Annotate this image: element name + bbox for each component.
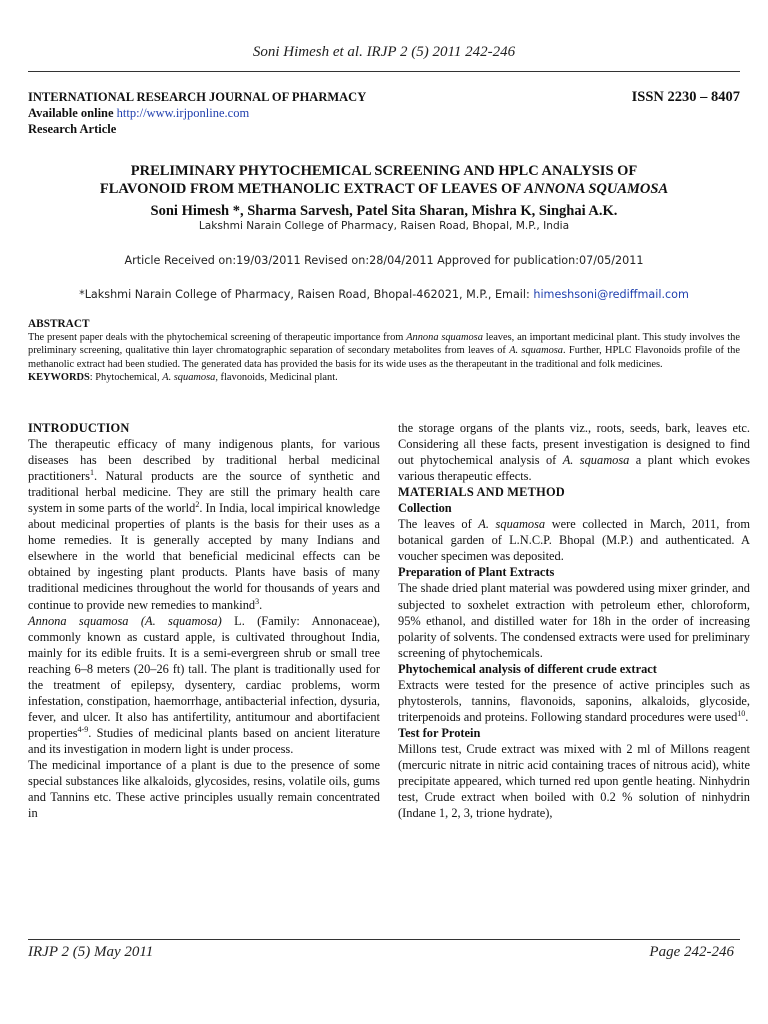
text-run: . Studies of medicinal plants based on ancient literature and its investigation in modern light is under process. — [28, 725, 380, 756]
preparation-heading: Preparation of Plant Extracts — [398, 565, 555, 580]
keywords-part: flavonoids, Medicinal plant. — [217, 371, 338, 383]
text-run: L. (Family: Annonaceae), commonly known as custard apple, is cultivated throughout India, mainly for its edible fruits. It is a semi-evergreen shrub or small tree reaching 6–8 meters (20–26 ft) tall. The plant is traditionally used for the treatment of epilepsy, dysentery, cardiac problems, worm infestation, constipation, haemorrhage, antibacterial infection, dysuria, fever, and ulcer. It also has antifertility, antitumour and abortifacient properties — [28, 613, 380, 740]
issn: ISSN 2230 – 8407 — [631, 89, 740, 105]
authors: Soni Himesh *, Sharma Sarvesh, Patel Sita Sharan, Mishra K, Singhai A.K. — [150, 203, 618, 219]
text-run: . Natural products are the source of synthetic and traditional herbal medicine. They are still the primary health care system in some parts of the world — [28, 469, 380, 516]
article-dates: Article Received on:19/03/2011 Revised on:28/04/2011 Approved for publication:07/05/2011 — [124, 254, 644, 267]
right-column — [398, 420, 750, 821]
collection-heading: Collection — [398, 501, 452, 516]
article-type: Research Article — [28, 122, 117, 136]
citation: 10 — [737, 708, 746, 718]
available-online — [28, 105, 740, 121]
journal-name: INTERNATIONAL RESEARCH JOURNAL OF PHARMACY — [28, 90, 367, 104]
footer-journal: IRJP 2 (5) May 2011 — [28, 944, 154, 960]
species-name: A. squamosa — [562, 453, 630, 468]
materials-method-heading: MATERIALS AND METHOD — [398, 485, 565, 500]
intro-paragraph-1 — [28, 436, 380, 613]
paper-title — [20, 162, 748, 198]
species-name: A. squamosa — [478, 517, 546, 532]
protein-test-paragraph: Millons test, Crude extract was mixed with 2 ml of Millons reagent (mercuric nitrate in nitric acid containing traces of nitrous acid), white precipitate appeared, which turned red upon gentle heating. Ninhydrin test, Crude extract when boiled with 0.2 % solution of ninhydrin (Indane 1, 2, 3, trione hydrate), — [398, 741, 750, 821]
journal-url-link[interactable]: http://www.irjponline.com — [116, 106, 250, 120]
intro-paragraph-3: The medicinal importance of a plant is due to the presence of some special substances like alkaloids, glycosides, resins, volatile oils, gums and Tannins etc. These active principles usually remain concentrated in — [28, 757, 380, 821]
protein-test-heading: Test for Protein — [398, 725, 481, 740]
text-run: . — [259, 597, 263, 612]
journal-row — [28, 89, 740, 105]
keywords-label: KEYWORDS — [28, 371, 90, 383]
citation: 2 — [195, 500, 200, 510]
title-line-1: PRELIMINARY PHYTOCHEMICAL SCREENING AND HPLC ANALYSIS OF — [130, 163, 638, 179]
abstract — [28, 318, 740, 384]
affiliation: Lakshmi Narain College of Pharmacy, Raisen Road, Bhopal, M.P., India — [198, 220, 570, 232]
species-name: Annona squamosa (A. squamosa) — [28, 613, 222, 628]
abstract-text — [28, 331, 740, 371]
phytochemical-paragraph — [398, 677, 750, 725]
keywords-species: A. squamosa, — [162, 371, 218, 383]
header-rule — [28, 71, 740, 72]
left-column — [28, 420, 380, 821]
text-run: a plant which evokes various therapeutic effects. — [398, 453, 750, 484]
collection-paragraph — [398, 516, 750, 564]
intro-paragraph-2 — [28, 613, 380, 757]
footer-rule — [28, 939, 740, 940]
title-line-2-text: FLAVONOID FROM METHANOLIC EXTRACT OF LEAVES OF — [99, 181, 525, 197]
email-link[interactable]: himeshsoni@rediffmail.com — [533, 288, 689, 301]
abstract-part: The present paper deals with the phytochemical screening of therapeutic importance from — [28, 332, 407, 344]
abstract-species: Annona squamosa — [406, 332, 483, 344]
text-run: . — [745, 709, 749, 724]
citation: 3 — [255, 596, 260, 606]
available-label: Available online — [28, 106, 117, 120]
text-run: . In India, local impirical knowledge about medicinal properties of plants is the basis for their uses as a home remedies. It is generally accepted by many Indians and elsewhere in the world that beneficial medicinal effects can be obtained by ingesting plant products. Plants have basis of many traditional medicines throughout the world for thousands of years and continue to provide new remedies to mankind — [28, 501, 381, 612]
title-species: ANNONA SQUAMOSA — [524, 181, 669, 197]
text-run: the storage organs of the plants viz., roots, seeds, bark, leaves etc. Considering all these facts, present investigation is designed to find out phytochemical analysis of — [398, 421, 750, 468]
keywords-part: : Phytochemical, — [89, 371, 163, 383]
abstract-species: A. squamosa — [509, 345, 564, 357]
abstract-part: . Further, HPLC Flavonoids profile of the methanolic extract had been studied. The generated data has provided the basis for its wide uses as the therapeutant in the traditional and folk medicines. — [28, 345, 740, 370]
text-run: The therapeutic efficacy of many indigenous plants, for various diseases has been described by traditional herbal medicinal practitioners — [28, 437, 380, 484]
introduction-heading: INTRODUCTION — [28, 421, 130, 435]
citation: 1 — [89, 468, 94, 478]
text-run: The leaves of — [398, 517, 479, 532]
phytochemical-heading: Phytochemical analysis of different crude extract — [398, 661, 657, 676]
keywords — [28, 371, 740, 384]
intro-continued — [398, 420, 750, 484]
running-head: Soni Himesh et al. IRJP 2 (5) 2011 242-246 — [252, 44, 516, 60]
abstract-part: leaves, an important medicinal plant. This study involves the preliminary screening, qualitative thin layer chromatographic separation of secondary metabolites from leaves of — [28, 332, 740, 357]
abstract-heading: ABSTRACT — [28, 318, 90, 330]
correspondence-address: *Lakshmi Narain College of Pharmacy, Raisen Road, Bhopal-462021, M.P., Email: — [79, 288, 534, 301]
journal-block — [28, 89, 740, 137]
correspondence — [0, 288, 768, 301]
title-line-2 — [20, 180, 748, 198]
text-run: were collected in March, 2011, from botanical garden of L.N.C.P. Bhopal (M.P.) and authenticated. A voucher specimen was deposited. — [398, 517, 750, 564]
preparation-paragraph: The shade dried plant material was powdered using mixer grinder, and subjected to soxhelet extraction with petroleum ether, chloroform, 95% ethanol, and distilled water for 18h in the order of increasing polarity of solvents. The condensed extracts were used for preliminary screening of phytochemicals. — [398, 581, 750, 660]
footer-page: Page 242-246 — [649, 944, 734, 960]
citation: 4-9 — [77, 724, 89, 734]
text-run: Extracts were tested for the presence of active principles such as phytosterols, tannins, flavonoids, saponins, alkaloids, glycoside, triterpenoids and proteins. Following standard procedures were used — [398, 677, 750, 724]
